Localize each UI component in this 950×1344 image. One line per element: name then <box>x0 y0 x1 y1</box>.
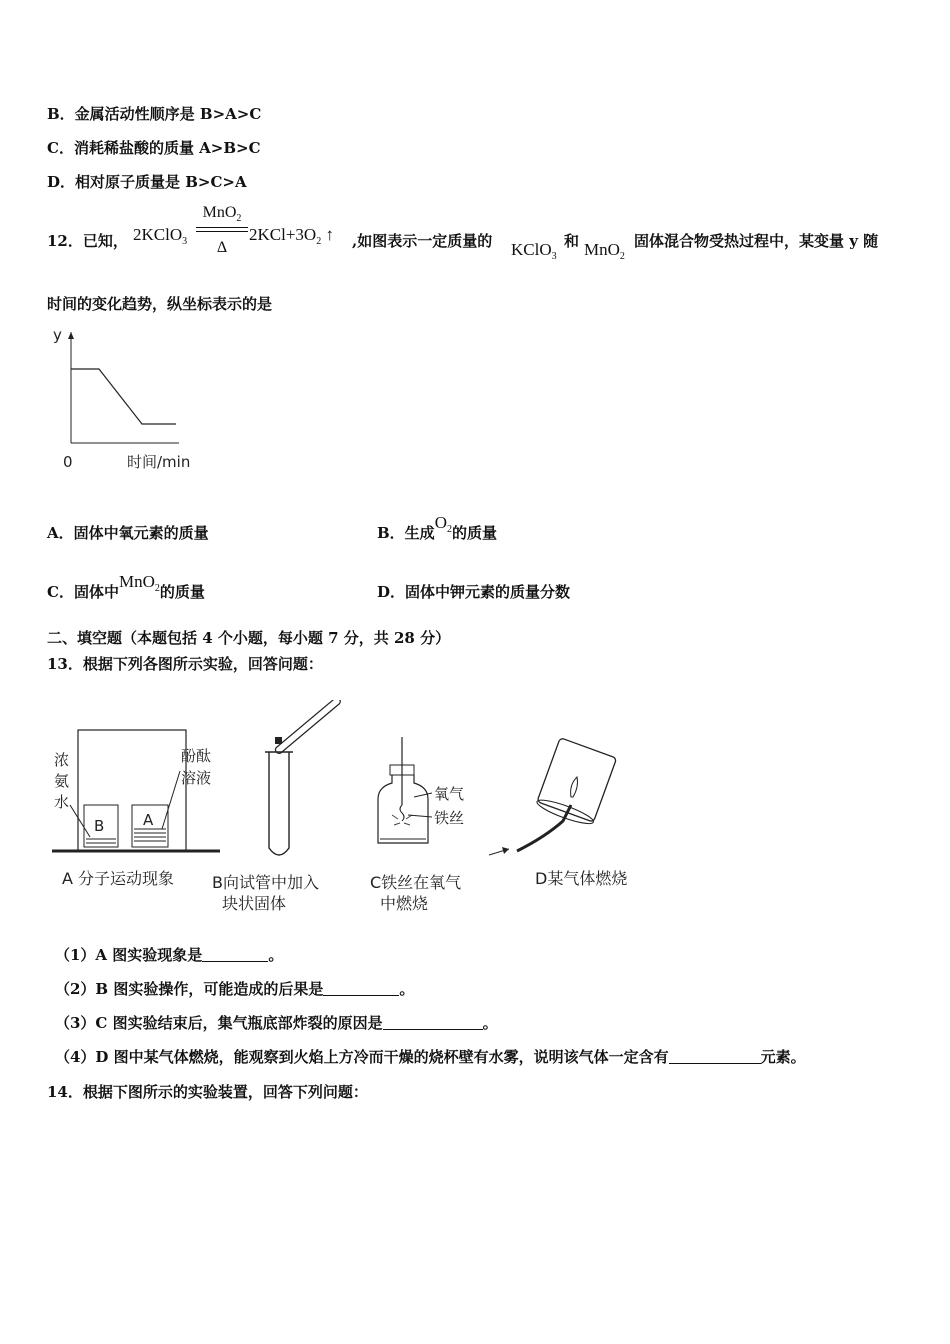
figure-a-beaker-a-label: A <box>143 811 154 829</box>
q13-figure-b <box>255 700 345 865</box>
q12-text-2: 固体混合物受热过程中，某变量 y 随 <box>634 232 879 250</box>
q13-sub3: （3）C 图实验结束后，集气瓶底部炸裂的原因是 。 <box>55 1014 498 1032</box>
figure-d-beaker <box>535 738 617 828</box>
q13-stem: 13．根据下列各图所示实验，回答问题： <box>47 655 323 673</box>
q13-sub1: （1）A 图实验现象是 。 <box>55 946 284 964</box>
figure-c-gas-bottle <box>378 775 428 843</box>
figure-a-label-left-3: 水 <box>54 793 70 811</box>
q12-kclo3: KClO$_3$ <box>511 240 557 262</box>
q12-heat-symbol: Δ <box>216 239 228 256</box>
q12-option-d: D．固体中钾元素的质量分数 <box>377 583 571 601</box>
figure-d-flame <box>571 777 578 797</box>
figure-c-caption-2: 中燃烧 <box>380 894 429 913</box>
figure-b-test-tube <box>269 752 289 855</box>
figure-a-label-left-1: 浓 <box>54 751 70 769</box>
q12-catalyst: MnO$_2$ <box>202 204 242 224</box>
q13-figure-d <box>485 735 625 860</box>
q12-text-1: ,如图表示一定质量的 <box>352 232 493 250</box>
figure-b-caption-2: 块状固体 <box>222 894 287 913</box>
q13-figure-a <box>50 725 225 860</box>
q12-text-3: 时间的变化趋势，纵坐标表示的是 <box>47 295 273 313</box>
q13-figure-c <box>370 735 480 850</box>
figure-d-caption: D某气体燃烧 <box>535 869 628 888</box>
q12-equation-left: 2KClO$_3$ <box>133 225 188 247</box>
figure-a-beaker-b-label: B <box>94 817 105 835</box>
q12-and: 和 <box>564 232 580 250</box>
q13-sub2: （2）B 图实验操作，可能造成的后果是 。 <box>55 980 415 998</box>
q12-equation-double-line <box>196 227 248 232</box>
figure-c-label-iron-wire: 铁丝 <box>434 809 465 827</box>
section2-title: 二、填空题（本题包括 4 个小题，每小题 7 分，共 28 分） <box>47 629 451 647</box>
q14-stem: 14．根据下图所示的实验装置，回答下列问题： <box>47 1083 368 1101</box>
q13-sub3-blank[interactable] <box>383 1015 483 1030</box>
figure-b-tweezers <box>274 700 341 755</box>
figure-d-gas-tube <box>517 805 571 851</box>
q11-option-b: B．金属活动性顺序是 B>A>C <box>47 105 262 123</box>
q12-number: 12．已知， <box>47 232 128 250</box>
q11-option-c: C．消耗稀盐酸的质量 A>B>C <box>47 139 261 157</box>
q13-sub2-blank[interactable] <box>323 981 399 996</box>
q12-equation-right: $2KCl+3O_2$ ↑ <box>249 225 334 247</box>
q13-sub4: （4）D 图中某气体燃烧，能观察到火焰上方冷而干燥的烧杯壁有水雾，说明该气体一定含有 元素。 <box>55 1048 806 1066</box>
q13-sub4-blank[interactable] <box>669 1049 761 1064</box>
figure-c-caption-1: C铁丝在氧气 <box>370 873 462 892</box>
figure-a-label-right-2: 溶液 <box>181 769 212 787</box>
figure-a-label-right-1: 酚酞 <box>181 747 212 765</box>
q11-option-d: D．相对原子质量是 B>C>A <box>47 173 247 191</box>
q12-graph-y-arrow <box>68 332 74 339</box>
q12-graph-x-label: 时间/min <box>127 453 191 471</box>
q12-option-a: A．固体中氧元素的质量 <box>47 524 209 542</box>
figure-c-sparks <box>392 815 412 825</box>
figure-b-caption-1: B向试管中加入 <box>212 873 319 892</box>
figure-b-solid-block <box>275 737 282 744</box>
figure-c-iron-spiral <box>400 805 404 821</box>
figure-a-pointer-left <box>70 805 90 837</box>
q12-graph <box>45 322 215 482</box>
figure-c-label-oxygen: 氧气 <box>434 785 465 803</box>
q13-sub1-blank[interactable] <box>202 947 268 962</box>
q12-option-c: C．固体中MnO$_2$的质量 <box>47 572 205 601</box>
q12-option-b: B．生成$O_2$的质量 <box>377 513 497 542</box>
q12-mno2: MnO$_2$ <box>584 240 625 262</box>
figure-a-pointer-right <box>162 771 180 829</box>
q12-graph-y-label: y <box>53 326 62 344</box>
figure-a-caption: A 分子运动现象 <box>62 869 175 888</box>
q12-graph-curve <box>71 369 176 424</box>
figure-a-label-left-2: 氨 <box>54 772 70 790</box>
q12-graph-origin-label: 0 <box>63 453 73 471</box>
